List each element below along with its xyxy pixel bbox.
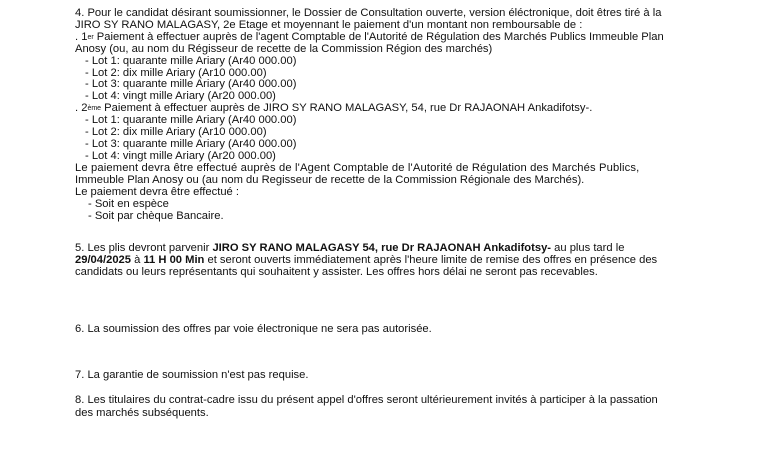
deadline-time: 11 H 00 Min	[143, 254, 205, 266]
payment-1-ordinal: er	[87, 34, 94, 41]
payment-instructions-line-1: Le paiement devra être effectué auprès de l'Agent Comptable de l'Autorité de Régulation des Marchés Publics,	[75, 162, 640, 174]
payment-1-line	[75, 32, 664, 43]
section-8-line-2: des marchés subséquents.	[75, 407, 209, 419]
payment-method-item: - Soit par chèque Bancaire.	[88, 210, 224, 222]
lot-line: - Lot 2: dix mille Ariary (Ar10 000.00)	[85, 67, 267, 79]
lot-line: - Lot 1: quarante mille Ariary (Ar40 000.00)	[85, 55, 297, 67]
payment-1-prefix: . 1	[75, 31, 88, 43]
section-5-deadline-text: au plus tard le	[551, 242, 625, 254]
payment-2-line	[75, 103, 592, 114]
section-4-line-2: JIRO SY RANO MALAGASY, 2e Etage et moyennant le paiement d'un montant non remboursable de :	[75, 19, 583, 31]
section-5-at: à	[131, 254, 144, 266]
section-5-line-3: candidats ou leurs représentants qui souhaitent y assister. Les offres hors délai ne seront pas recevables.	[75, 266, 598, 278]
payment-2-text: Paiement à effectuer auprès de JIRO SY RANO MALAGASY, 54, rue Dr RAJAONAH Ankadifotsy-.	[101, 102, 593, 114]
payment-2-ordinal: ème	[87, 105, 102, 112]
section-5-line-2	[75, 255, 657, 266]
payment-1-continuation: Anosy (ou, au nom du Régisseur de recette de la Commission Région des marchés)	[75, 43, 493, 55]
section-5-rest: et seront ouverts immédiatement après l'heure limite de remise des offres en présence des	[204, 254, 658, 266]
payment-1-text: Paiement à effectuer auprès de l'agent Comptable de l'Autorité de Régulation des Marchés Publics Immeuble Plan	[93, 31, 664, 43]
lot-line: - Lot 1: quarante mille Ariary (Ar40 000.00)	[85, 114, 297, 126]
lot-line: - Lot 4: vingt mille Ariary (Ar20 000.00)	[85, 90, 276, 102]
payment-method-item: - Soit en espèce	[88, 198, 169, 210]
section-5-line-1	[75, 243, 624, 254]
lot-line: - Lot 3: quarante mille Ariary (Ar40 000.00)	[85, 138, 297, 150]
payment-method-intro: Le paiement devra être effectué :	[75, 186, 239, 198]
lot-line: - Lot 2: dix mille Ariary (Ar10 000.00)	[85, 126, 267, 138]
lot-line: - Lot 4: vingt mille Ariary (Ar20 000.00)	[85, 150, 276, 162]
section-6: 6. La soumission des offres par voie électronique ne sera pas autorisée.	[75, 323, 432, 335]
section-5-prefix: 5. Les plis devront parvenir	[75, 242, 213, 254]
submission-address: JIRO SY RANO MALAGASY 54, rue Dr RAJAONAH Ankadifotsy-	[212, 242, 552, 254]
section-7: 7. La garantie de soumission n'est pas requise.	[75, 369, 309, 381]
payment-2-prefix: . 2	[75, 102, 88, 114]
lot-line: - Lot 3: quarante mille Ariary (Ar40 000.00)	[85, 78, 297, 90]
deadline-date: 29/04/2025	[75, 254, 131, 266]
section-4-line-1: 4. Pour le candidat désirant soumissionner, le Dossier de Consultation ouverte, version éléctronique, doit êtres tiré à la	[75, 7, 662, 19]
payment-instructions-line-2: Immeuble Plan Anosy ou (au nom du Regisseur de recette de la Commission Régionale des Marchés).	[75, 174, 585, 186]
section-8-line-1: 8. Les titulaires du contrat-cadre issu du présent appel d'offres seront ultérieurement invités à participer à la passation	[75, 394, 658, 406]
